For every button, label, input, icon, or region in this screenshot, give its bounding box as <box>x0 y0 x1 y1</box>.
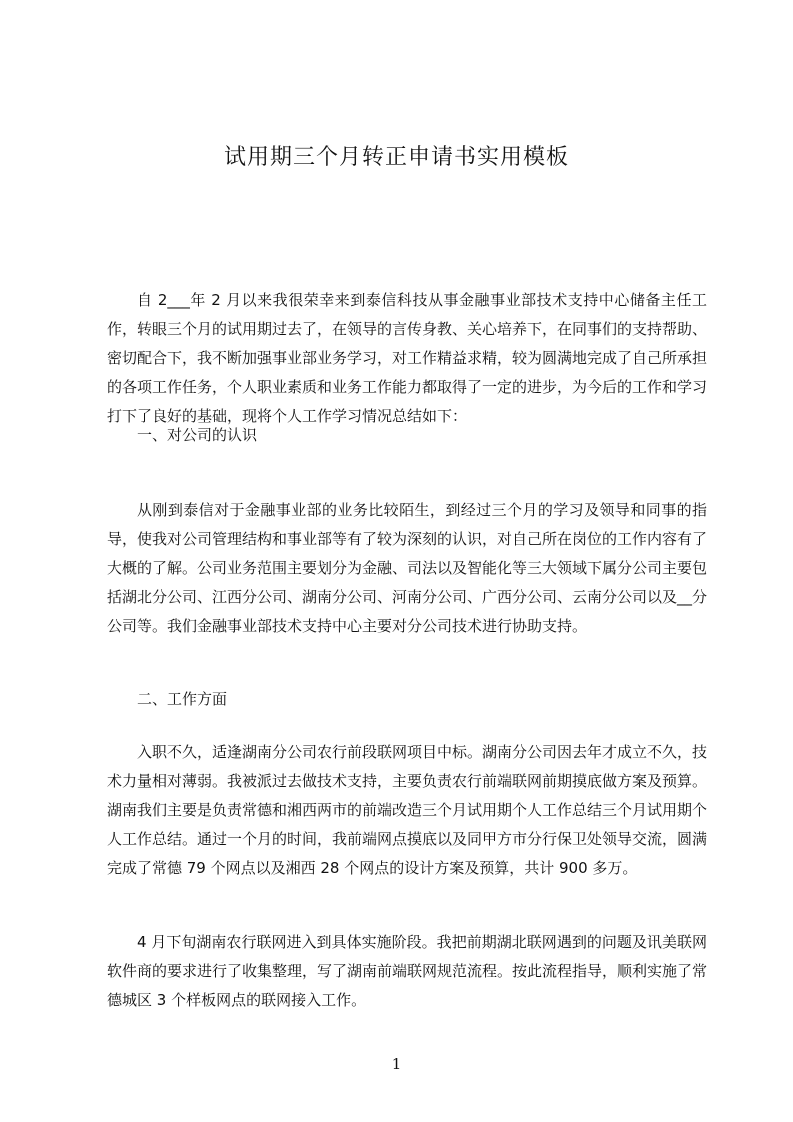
work-paragraph: 入职不久，适逢湖南分公司农行前段联网项目中标。湖南分公司因去年才成立不久，技术力量相对薄弱。我被派过去做技术支持，主要负责农行前端联网前期摸底做方案及预算。湖南我们主要是负责常德和湘西两市的前端改造三个月试用期个人工作总结三个月试用期个人工作总结。通过一个月的时间，我前端网点摸底以及同甲方市分行保卫处领导交流，圆满完成了常德 79 个网点以及湘西 28 个网点的设计方案及预算，共计 900 多万。 <box>107 743 708 877</box>
section-heading-company: 一、对公司的认识 <box>137 426 258 444</box>
document-title: 试用期三个月转正申请书实用模板 <box>223 145 569 170</box>
section-heading-work: 二、工作方面 <box>137 690 228 708</box>
page-number: 1 <box>391 1055 402 1073</box>
intro-paragraph: 自 2___年 2 月以来我很荣幸来到泰信科技从事金融事业部技术支持中心储备主任工作，转眼三个月的试用期过去了，在领导的言传身教、关心培养下，在同事们的支持帮助、密切配合下，我不断加强事业部业务学习，对工作精益求精，较为圆满地完成了自己所承担的各项工作任务，个人职业素质和业务工作能力都取得了一定的进步，为今后的工作和学习打下了良好的基础，现将个人工作学习情况总结如下： <box>107 291 708 425</box>
company-paragraph: 从刚到泰信对于金融事业部的业务比较陌生，到经过三个月的学习及领导和同事的指导，使我对公司管理结构和事业部等有了较为深刻的认识，对自己所在岗位的工作内容有了大概的了解。公司业务范围主要划分为金融、司法以及智能化等三大领域下属分公司主要包括湖北分公司、江西分公司、湖南分公司、河南分公司、广西分公司、云南分公司以及__分公司等。我们金融事业部技术支持中心主要对分公司技术进行协助支持。 <box>107 501 708 635</box>
april-paragraph: 4 月下旬湖南农行联网进入到具体实施阶段。我把前期湖北联网遇到的问题及讯美联网软件商的要求进行了收集整理，写了湖南前端联网规范流程。按此流程指导，顺利实施了常德城区 3 个样板网点的联网接入工作。 <box>107 933 708 1009</box>
